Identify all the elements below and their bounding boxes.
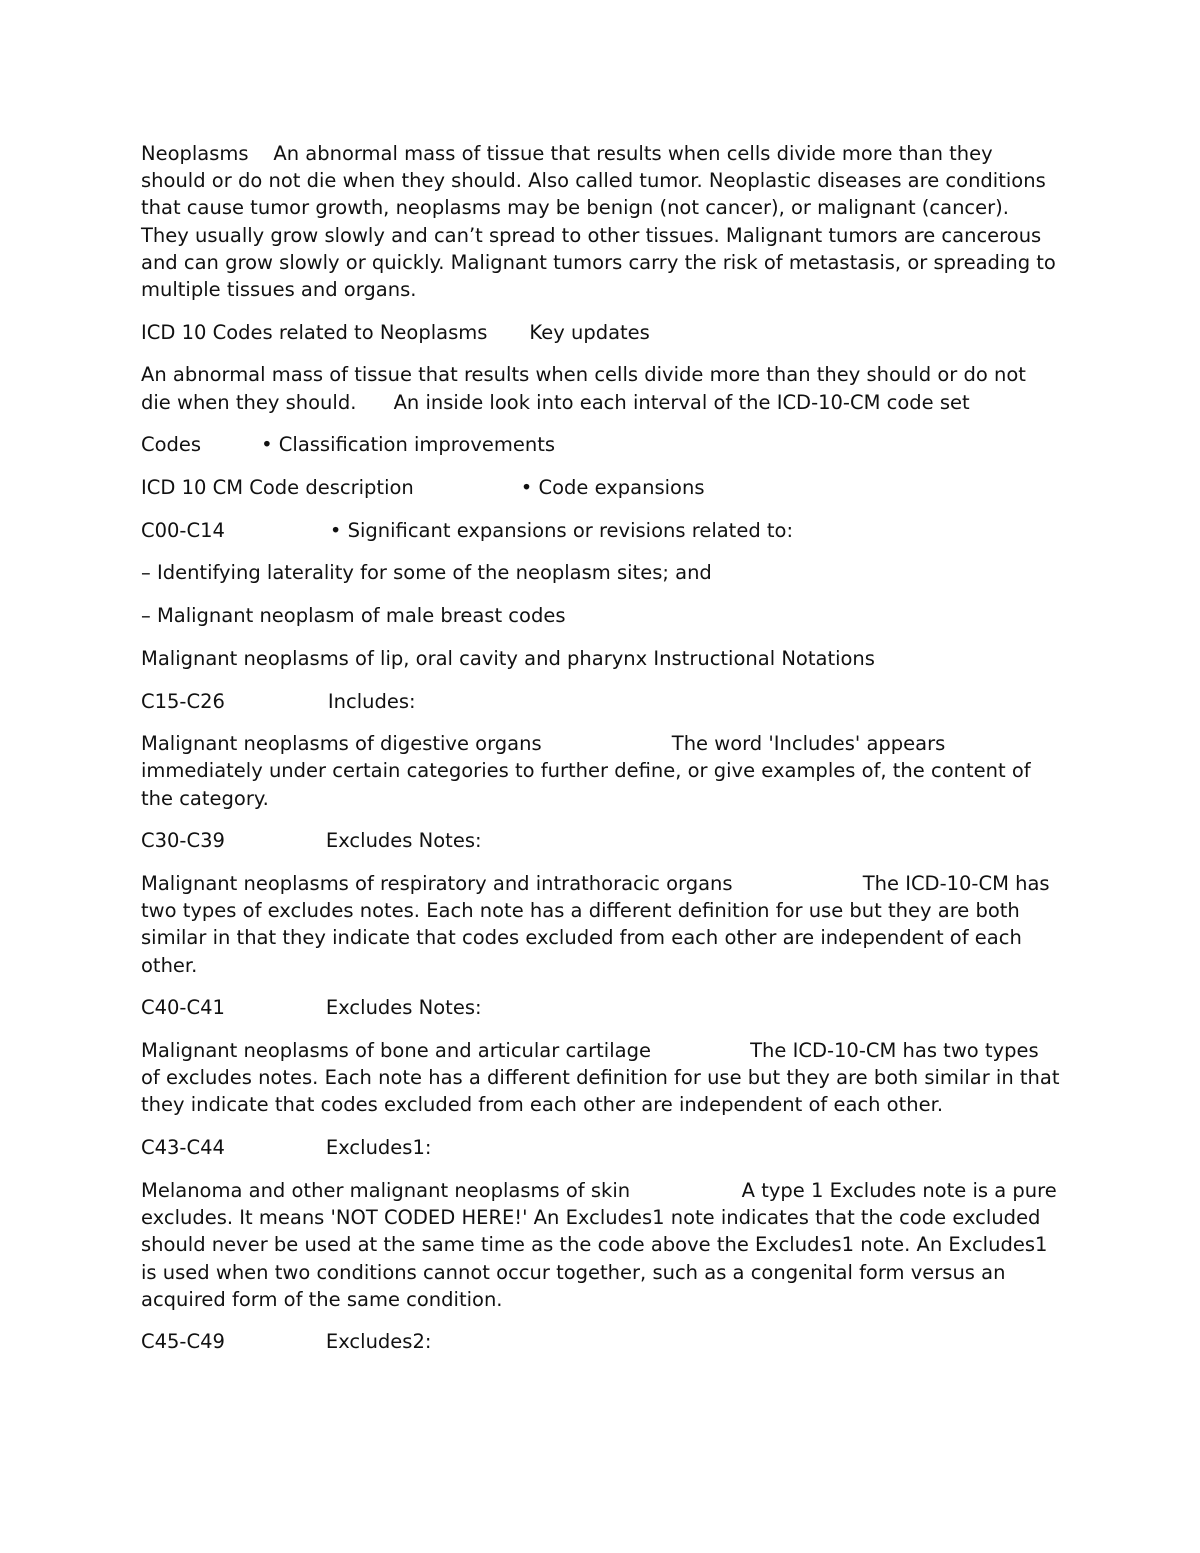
c45-row bbox=[141, 1328, 1061, 1355]
c30-code: C30-C39 bbox=[141, 829, 225, 853]
codes-row bbox=[141, 431, 1061, 458]
c00-code: C00-C14 bbox=[141, 518, 225, 542]
heading-right: Key updates bbox=[529, 320, 650, 344]
c43-row bbox=[141, 1134, 1061, 1161]
c00-row bbox=[141, 517, 1061, 544]
document-page bbox=[141, 140, 1066, 1371]
c15-row bbox=[141, 688, 1061, 715]
c15-code: C15-C26 bbox=[141, 689, 225, 713]
respiratory-paragraph: Malignant neoplasms of respiratory and intrathoracic organs The ICD-10-CM has two types of excludes notes. Each note has a different definition for use but they are both similar in that they indicate that codes excluded from each other are independent of each other. bbox=[141, 872, 1056, 977]
c45-note: Excludes2: bbox=[325, 1330, 432, 1354]
c45-code: C45-C49 bbox=[141, 1330, 225, 1354]
bone-paragraph: Malignant neoplasms of bone and articular cartilage The ICD-10-CM has two types of excludes notes. Each note has a different definition for use but they are both similar in that they indicate that codes excluded from each other are independent of each other. bbox=[141, 1039, 1066, 1117]
c40-row bbox=[141, 994, 1061, 1021]
code-description-row bbox=[141, 474, 1061, 501]
classification-bullet: • Classification improvements bbox=[261, 433, 556, 457]
code-expansions-bullet: • Code expansions bbox=[520, 476, 705, 500]
laterality-line: – Identifying laterality for some of the neoplasm sites; and bbox=[141, 561, 712, 585]
lip-line: Malignant neoplasms of lip, oral cavity and pharynx Instructional Notations bbox=[141, 646, 875, 670]
code-description-label: ICD 10 CM Code description bbox=[141, 476, 414, 500]
skin-paragraph: Melanoma and other malignant neoplasms of skin A type 1 Excludes note is a pure excludes. It means 'NOT CODED HERE!' An Excludes1 note indicates that the code excluded should never be used at the same time as the code above the Excludes1 note. An Excludes1 is used when two conditions cannot occur together, such as a congenital form versus an acquired form of the same condition. bbox=[141, 1178, 1063, 1311]
c15-note: Includes: bbox=[327, 689, 416, 713]
c43-code: C43-C44 bbox=[141, 1136, 225, 1160]
definition-paragraph: An abnormal mass of tissue that results when cells divide more than they should or do not die when they should. An inside look into each interval of the ICD-10-CM code set bbox=[141, 363, 1033, 414]
c40-note: Excludes Notes: bbox=[325, 996, 482, 1020]
c00-note: • Significant expansions or revisions related to: bbox=[329, 518, 794, 542]
digestive-paragraph: Malignant neoplasms of digestive organs The word 'Includes' appears immediately under certain categories to further define, or give examples of, the content of the category. bbox=[141, 732, 1037, 810]
c30-row bbox=[141, 827, 1061, 854]
c43-note: Excludes1: bbox=[325, 1136, 432, 1160]
c40-code: C40-C41 bbox=[141, 996, 225, 1020]
heading-left: ICD 10 Codes related to Neoplasms bbox=[141, 320, 488, 344]
c30-note: Excludes Notes: bbox=[325, 829, 482, 853]
heading-row bbox=[141, 319, 1061, 346]
codes-label: Codes bbox=[141, 433, 202, 457]
intro-paragraph: Neoplasms An abnormal mass of tissue that results when cells divide more than they should or do not die when they should. Also called tumor. Neoplastic diseases are conditions that cause tumor growth, neoplasms may be benign (not cancer), or malignant (cancer). They usually grow slowly and can’t spread to other tissues. Malignant tumors are cancerous and can grow slowly or quickly. Malignant tumors carry the risk of metastasis, or spreading to multiple tissues and organs. bbox=[141, 142, 1063, 302]
male-breast-line: – Malignant neoplasm of male breast codes bbox=[141, 604, 566, 628]
